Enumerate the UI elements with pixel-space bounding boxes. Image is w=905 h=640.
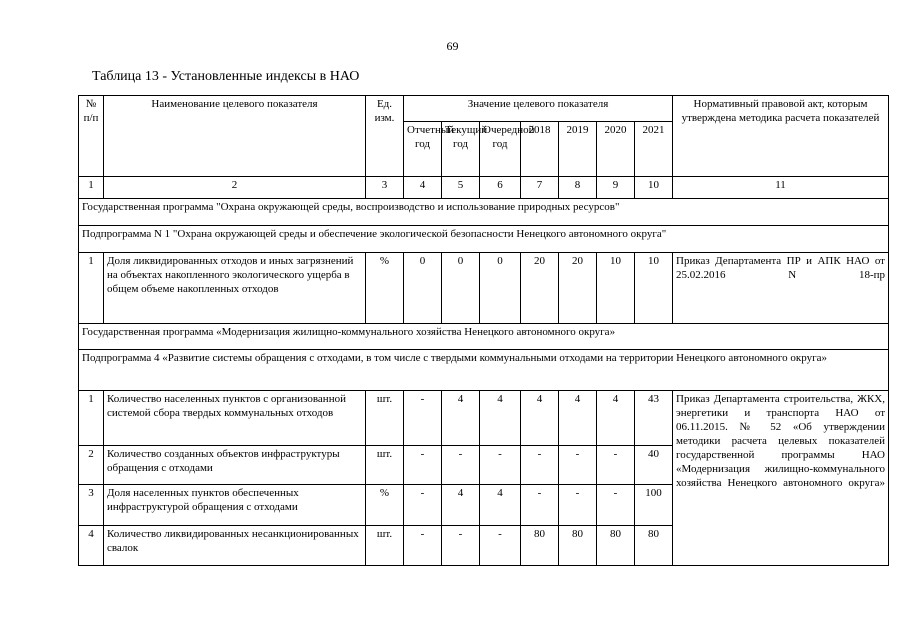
section-state-program: Государственная программа «Модернизация жилищно-коммунального хозяйства Ненецкого автономного округа»	[79, 324, 889, 350]
row-value: -	[404, 391, 442, 446]
row-num: 1	[79, 391, 104, 446]
row-value: -	[597, 485, 635, 526]
row-value: -	[404, 485, 442, 526]
row-value: 20	[521, 253, 559, 324]
section-state-program: Государственная программа "Охрана окружающей среды, воспроизводство и использование природных ресурсов"	[79, 199, 889, 226]
row-num: 3	[79, 485, 104, 526]
row-unit: шт.	[366, 526, 404, 566]
row-value: -	[442, 446, 480, 485]
row-value: -	[521, 485, 559, 526]
row-value: -	[559, 446, 597, 485]
row-unit: %	[366, 485, 404, 526]
header-num: № п/п	[79, 96, 104, 177]
section-subprogram: Подпрограмма 4 «Развитие системы обращения с отходами, в том числе с твердыми коммунальными отходами на территории Ненецкого автономного округа»	[79, 350, 889, 391]
header-value-group: Значение целевого показателя	[404, 96, 673, 122]
row-value: 80	[559, 526, 597, 566]
row-value: 80	[521, 526, 559, 566]
row-value: -	[404, 526, 442, 566]
row-value: 43	[635, 391, 673, 446]
row-name: Доля населенных пунктов обеспеченных инфраструктурой обращения с отходами	[104, 485, 366, 526]
row-name: Количество населенных пунктов с организованной системой сбора твердых коммунальных отходов	[104, 391, 366, 446]
row-value: 4	[597, 391, 635, 446]
header-act: Нормативный правовой акт, которым утверждена методика расчета показателей	[673, 96, 889, 177]
row-value: -	[521, 446, 559, 485]
row-value: 80	[635, 526, 673, 566]
row-value: 4	[559, 391, 597, 446]
row-value: 4	[521, 391, 559, 446]
row-unit: %	[366, 253, 404, 324]
row-value: 10	[597, 253, 635, 324]
row-unit: шт.	[366, 446, 404, 485]
header-2019: 2019	[559, 122, 597, 177]
row-act: Приказ Департамента ПР и АПК НАО от 25.02.2016 N 18-пр	[673, 253, 889, 324]
row-value: 80	[597, 526, 635, 566]
row-value: 4	[480, 391, 521, 446]
col-number: 9	[597, 177, 635, 199]
header-report-year: Отчетный год	[404, 122, 442, 177]
row-num: 2	[79, 446, 104, 485]
row-value: 100	[635, 485, 673, 526]
row-value: -	[442, 526, 480, 566]
row-value: 40	[635, 446, 673, 485]
table-row	[79, 391, 889, 446]
indicators-table	[78, 95, 889, 566]
col-number: 11	[673, 177, 889, 199]
row-num: 4	[79, 526, 104, 566]
col-number: 5	[442, 177, 480, 199]
row-value: 10	[635, 253, 673, 324]
row-name: Доля ликвидированных отходов и иных загрязнений на объектах накопленного экологического ущерба в общем объеме накопленных отходов	[104, 253, 366, 324]
row-value: 0	[442, 253, 480, 324]
table-row	[79, 253, 889, 324]
row-name: Количество созданных объектов инфраструктуры обращения с отходами	[104, 446, 366, 485]
row-value: 20	[559, 253, 597, 324]
row-value: -	[404, 446, 442, 485]
page-number: 69	[446, 39, 459, 53]
col-number: 10	[635, 177, 673, 199]
row-value: 4	[442, 485, 480, 526]
col-number: 1	[79, 177, 104, 199]
col-number: 6	[480, 177, 521, 199]
row-value: -	[480, 446, 521, 485]
row-value: -	[480, 526, 521, 566]
header-2018: 2018	[521, 122, 559, 177]
row-value: -	[559, 485, 597, 526]
row-value: 0	[404, 253, 442, 324]
col-number: 8	[559, 177, 597, 199]
col-number: 7	[521, 177, 559, 199]
row-value: 4	[442, 391, 480, 446]
col-number: 2	[104, 177, 366, 199]
header-2020: 2020	[597, 122, 635, 177]
row-value: 0	[480, 253, 521, 324]
header-unit: Ед. изм.	[366, 96, 404, 177]
row-value: -	[597, 446, 635, 485]
col-number: 4	[404, 177, 442, 199]
header-current-year: Текущий год	[442, 122, 480, 177]
section-subprogram: Подпрограмма N 1 "Охрана окружающей среды и обеспечение экологической безопасности Ненецкого автономного округа"	[79, 226, 889, 253]
table-caption: Таблица 13 - Установленные индексы в НАО	[92, 69, 360, 84]
row-value: 4	[480, 485, 521, 526]
header-next-year: Очередной год	[480, 122, 521, 177]
header-name: Наименование целевого показателя	[104, 96, 366, 177]
row-name: Количество ликвидированных несанкционированных свалок	[104, 526, 366, 566]
row-act: Приказ Департамента строительства, ЖКХ, энергетики и транспорта НАО от 06.11.2015. № 52 «Об утверждении методики расчета целевых показателей государственной программы НАО «Модернизация жилищно-коммунального хозяйства Ненецкого автономного округа»	[673, 391, 889, 566]
col-number: 3	[366, 177, 404, 199]
row-unit: шт.	[366, 391, 404, 446]
header-2021: 2021	[635, 122, 673, 177]
row-num: 1	[79, 253, 104, 324]
